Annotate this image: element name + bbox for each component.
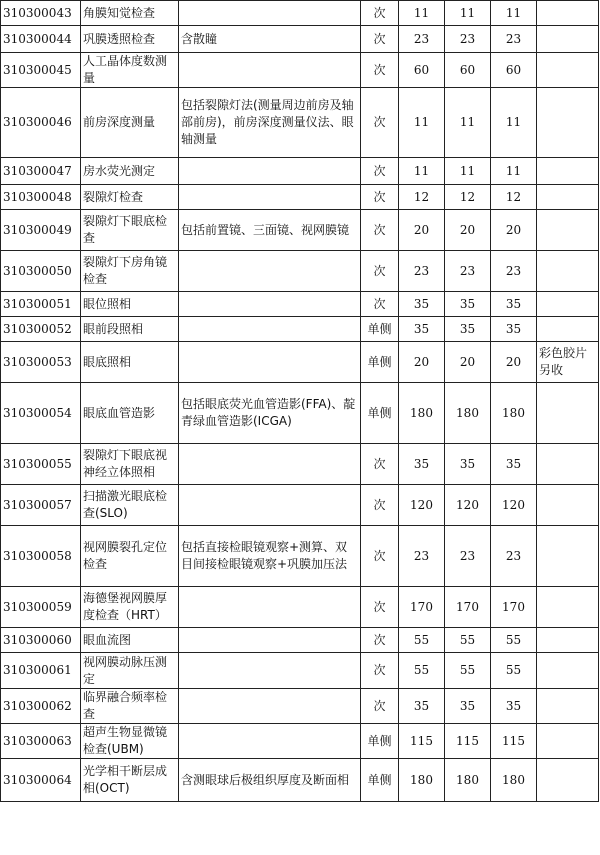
- item-code-cell: 310300052: [1, 317, 81, 342]
- item-code-cell: 310300060: [1, 628, 81, 653]
- fee-table-body: [1, 1, 599, 802]
- item-name-cell: 裂隙灯下眼底检查: [81, 210, 179, 251]
- item-name-cell: 海德堡视网膜厚度检查（HRT）: [81, 587, 179, 628]
- unit-cell: 次: [361, 53, 399, 88]
- price-level-2-cell: 60: [445, 53, 491, 88]
- table-row: [1, 317, 599, 342]
- price-level-3-cell: 23: [491, 526, 537, 587]
- unit-cell: 单侧: [361, 383, 399, 444]
- note-cell: [537, 53, 599, 88]
- item-name-cell: 前房深度测量: [81, 88, 179, 158]
- note-cell: 彩色胶片另收: [537, 342, 599, 383]
- table-row: [1, 485, 599, 526]
- price-level-3-cell: 20: [491, 210, 537, 251]
- price-level-3-cell: 11: [491, 88, 537, 158]
- note-cell: [537, 628, 599, 653]
- note-cell: [537, 317, 599, 342]
- item-content-cell: [179, 158, 361, 185]
- unit-cell: 单侧: [361, 724, 399, 759]
- item-content-cell: [179, 1, 361, 26]
- item-name-cell: 眼前段照相: [81, 317, 179, 342]
- unit-cell: 次: [361, 653, 399, 689]
- price-level-1-cell: 170: [399, 587, 445, 628]
- table-row: [1, 1, 599, 26]
- price-level-2-cell: 55: [445, 628, 491, 653]
- unit-cell: 次: [361, 88, 399, 158]
- item-name-cell: 巩膜透照检查: [81, 26, 179, 53]
- item-content-cell: [179, 689, 361, 724]
- price-level-1-cell: 35: [399, 444, 445, 485]
- item-content-cell: [179, 53, 361, 88]
- table-row: [1, 292, 599, 317]
- item-name-cell: 临界融合频率检查: [81, 689, 179, 724]
- unit-cell: 次: [361, 185, 399, 210]
- price-level-1-cell: 35: [399, 689, 445, 724]
- table-row: [1, 383, 599, 444]
- note-cell: [537, 444, 599, 485]
- table-row: [1, 53, 599, 88]
- price-level-2-cell: 120: [445, 485, 491, 526]
- note-cell: [537, 383, 599, 444]
- price-level-1-cell: 11: [399, 1, 445, 26]
- item-code-cell: 310300063: [1, 724, 81, 759]
- price-level-2-cell: 55: [445, 653, 491, 689]
- item-name-cell: 人工晶体度数测量: [81, 53, 179, 88]
- item-content-cell: [179, 724, 361, 759]
- table-row: [1, 185, 599, 210]
- price-level-2-cell: 35: [445, 292, 491, 317]
- note-cell: [537, 251, 599, 292]
- item-code-cell: 310300055: [1, 444, 81, 485]
- item-content-cell: [179, 317, 361, 342]
- note-cell: [537, 26, 599, 53]
- unit-cell: 次: [361, 689, 399, 724]
- unit-cell: 次: [361, 485, 399, 526]
- unit-cell: 次: [361, 1, 399, 26]
- item-content-cell: [179, 292, 361, 317]
- price-level-1-cell: 55: [399, 628, 445, 653]
- item-code-cell: 310300046: [1, 88, 81, 158]
- item-name-cell: 裂隙灯检查: [81, 185, 179, 210]
- price-level-1-cell: 23: [399, 526, 445, 587]
- price-level-2-cell: 11: [445, 158, 491, 185]
- table-row: [1, 689, 599, 724]
- item-code-cell: 310300062: [1, 689, 81, 724]
- price-level-3-cell: 35: [491, 292, 537, 317]
- note-cell: [537, 210, 599, 251]
- note-cell: [537, 185, 599, 210]
- price-level-3-cell: 180: [491, 759, 537, 802]
- unit-cell: 次: [361, 292, 399, 317]
- unit-cell: 次: [361, 444, 399, 485]
- item-content-cell: 包括前置镜、三面镜、视网膜镜: [179, 210, 361, 251]
- item-name-cell: 光学相干断层成相(OCT): [81, 759, 179, 802]
- price-level-2-cell: 20: [445, 342, 491, 383]
- price-level-3-cell: 11: [491, 1, 537, 26]
- item-name-cell: 眼底血管造影: [81, 383, 179, 444]
- price-level-1-cell: 11: [399, 88, 445, 158]
- unit-cell: 次: [361, 210, 399, 251]
- table-row: [1, 628, 599, 653]
- item-code-cell: 310300047: [1, 158, 81, 185]
- item-name-cell: 眼血流图: [81, 628, 179, 653]
- price-level-2-cell: 11: [445, 1, 491, 26]
- price-level-3-cell: 35: [491, 444, 537, 485]
- item-name-cell: 视网膜动脉压测定: [81, 653, 179, 689]
- price-level-1-cell: 115: [399, 724, 445, 759]
- table-row: [1, 759, 599, 802]
- note-cell: [537, 759, 599, 802]
- price-level-3-cell: 55: [491, 653, 537, 689]
- item-code-cell: 310300044: [1, 26, 81, 53]
- price-level-1-cell: 12: [399, 185, 445, 210]
- unit-cell: 次: [361, 251, 399, 292]
- item-code-cell: 310300050: [1, 251, 81, 292]
- table-row: [1, 724, 599, 759]
- price-level-3-cell: 11: [491, 158, 537, 185]
- price-level-2-cell: 11: [445, 88, 491, 158]
- unit-cell: 次: [361, 26, 399, 53]
- note-cell: [537, 292, 599, 317]
- note-cell: [537, 158, 599, 185]
- item-name-cell: 房水荧光测定: [81, 158, 179, 185]
- table-row: [1, 587, 599, 628]
- item-name-cell: 裂隙灯下房角镜检查: [81, 251, 179, 292]
- item-content-cell: 包括眼底荧光血管造影(FFA)、靛青绿血管造影(ICGA): [179, 383, 361, 444]
- price-level-1-cell: 23: [399, 251, 445, 292]
- price-level-3-cell: 12: [491, 185, 537, 210]
- price-level-3-cell: 120: [491, 485, 537, 526]
- price-level-1-cell: 120: [399, 485, 445, 526]
- unit-cell: 次: [361, 587, 399, 628]
- price-level-1-cell: 20: [399, 342, 445, 383]
- item-content-cell: [179, 653, 361, 689]
- price-level-3-cell: 23: [491, 251, 537, 292]
- price-level-2-cell: 23: [445, 251, 491, 292]
- price-level-3-cell: 180: [491, 383, 537, 444]
- note-cell: [537, 724, 599, 759]
- price-level-2-cell: 115: [445, 724, 491, 759]
- note-cell: [537, 1, 599, 26]
- price-level-1-cell: 180: [399, 759, 445, 802]
- table-row: [1, 26, 599, 53]
- price-level-1-cell: 11: [399, 158, 445, 185]
- price-level-2-cell: 180: [445, 759, 491, 802]
- note-cell: [537, 689, 599, 724]
- price-level-1-cell: 20: [399, 210, 445, 251]
- table-row: [1, 210, 599, 251]
- item-content-cell: [179, 444, 361, 485]
- price-level-3-cell: 20: [491, 342, 537, 383]
- item-code-cell: 310300048: [1, 185, 81, 210]
- price-level-1-cell: 35: [399, 317, 445, 342]
- price-level-3-cell: 115: [491, 724, 537, 759]
- price-level-1-cell: 35: [399, 292, 445, 317]
- price-level-1-cell: 55: [399, 653, 445, 689]
- unit-cell: 单侧: [361, 342, 399, 383]
- item-code-cell: 310300051: [1, 292, 81, 317]
- unit-cell: 单侧: [361, 759, 399, 802]
- item-name-cell: 眼底照相: [81, 342, 179, 383]
- note-cell: [537, 526, 599, 587]
- note-cell: [537, 88, 599, 158]
- item-code-cell: 310300049: [1, 210, 81, 251]
- price-level-3-cell: 170: [491, 587, 537, 628]
- price-level-3-cell: 60: [491, 53, 537, 88]
- unit-cell: 次: [361, 628, 399, 653]
- price-level-1-cell: 60: [399, 53, 445, 88]
- item-content-cell: 含测眼球后极组织厚度及断面相: [179, 759, 361, 802]
- item-code-cell: 310300061: [1, 653, 81, 689]
- unit-cell: 次: [361, 526, 399, 587]
- item-content-cell: [179, 251, 361, 292]
- item-content-cell: [179, 342, 361, 383]
- price-level-3-cell: 55: [491, 628, 537, 653]
- price-level-2-cell: 35: [445, 689, 491, 724]
- table-row: [1, 251, 599, 292]
- table-row: [1, 444, 599, 485]
- price-level-2-cell: 20: [445, 210, 491, 251]
- note-cell: [537, 485, 599, 526]
- price-level-3-cell: 35: [491, 689, 537, 724]
- item-name-cell: 超声生物显微镜检查(UBM): [81, 724, 179, 759]
- table-row: [1, 158, 599, 185]
- table-row: [1, 342, 599, 383]
- item-name-cell: 裂隙灯下眼底视神经立体照相: [81, 444, 179, 485]
- item-code-cell: 310300057: [1, 485, 81, 526]
- item-name-cell: 视网膜裂孔定位检查: [81, 526, 179, 587]
- note-cell: [537, 653, 599, 689]
- item-content-cell: 包括直接检眼镜观察+测算、双目间接检眼镜观察+巩膜加压法: [179, 526, 361, 587]
- item-name-cell: 角膜知觉检查: [81, 1, 179, 26]
- item-code-cell: 310300054: [1, 383, 81, 444]
- item-content-cell: 含散瞳: [179, 26, 361, 53]
- price-level-2-cell: 35: [445, 317, 491, 342]
- item-code-cell: 310300045: [1, 53, 81, 88]
- price-level-2-cell: 23: [445, 26, 491, 53]
- price-level-3-cell: 23: [491, 26, 537, 53]
- item-code-cell: 310300064: [1, 759, 81, 802]
- item-code-cell: 310300053: [1, 342, 81, 383]
- item-code-cell: 310300043: [1, 1, 81, 26]
- price-level-3-cell: 35: [491, 317, 537, 342]
- price-level-1-cell: 23: [399, 26, 445, 53]
- price-level-2-cell: 12: [445, 185, 491, 210]
- unit-cell: 次: [361, 158, 399, 185]
- price-level-1-cell: 180: [399, 383, 445, 444]
- item-content-cell: [179, 485, 361, 526]
- item-content-cell: [179, 185, 361, 210]
- item-content-cell: 包括裂隙灯法(测量周边前房及轴部前房)，前房深度测量仪法、眼轴测量: [179, 88, 361, 158]
- unit-cell: 单侧: [361, 317, 399, 342]
- table-row: [1, 653, 599, 689]
- note-cell: [537, 587, 599, 628]
- price-level-2-cell: 170: [445, 587, 491, 628]
- table-row: [1, 526, 599, 587]
- table-row: [1, 88, 599, 158]
- item-code-cell: 310300058: [1, 526, 81, 587]
- price-level-2-cell: 180: [445, 383, 491, 444]
- item-code-cell: 310300059: [1, 587, 81, 628]
- item-content-cell: [179, 628, 361, 653]
- item-name-cell: 扫描激光眼底检查(SLO): [81, 485, 179, 526]
- item-name-cell: 眼位照相: [81, 292, 179, 317]
- price-level-2-cell: 23: [445, 526, 491, 587]
- price-level-2-cell: 35: [445, 444, 491, 485]
- item-content-cell: [179, 587, 361, 628]
